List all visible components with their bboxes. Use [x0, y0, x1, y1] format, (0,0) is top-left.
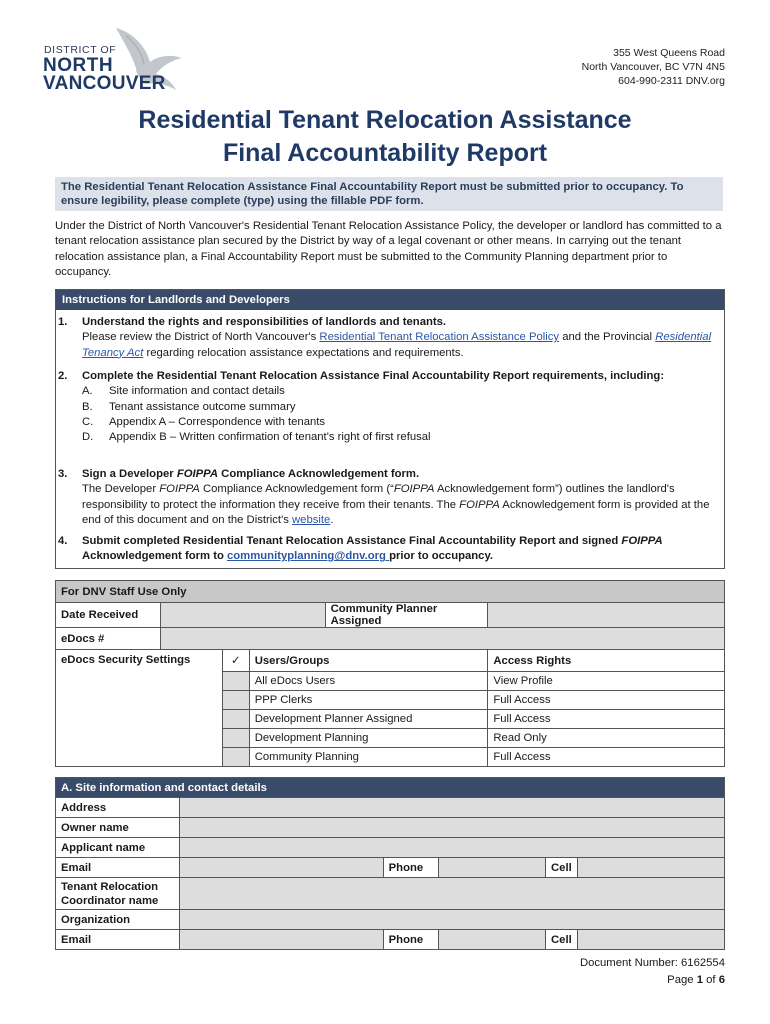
user-group-cell: Development Planner Assigned [249, 710, 488, 729]
cell-field[interactable] [577, 930, 724, 950]
step-number: 1. [58, 316, 68, 328]
step-text: FOIPPA [393, 483, 435, 496]
dnv-logo [40, 22, 210, 100]
access-right-cell: Read Only [488, 729, 725, 748]
submission-notice: The Residential Tenant Relocation Assistance Final Accountability Report must be submitted prior to occupancy. To ensure legibility, please complete (type) using the fillable PDF form. [55, 177, 723, 211]
address-field[interactable] [179, 798, 724, 818]
email-label: Email [56, 858, 180, 878]
document-number: Document Number: 6162554 [579, 957, 725, 969]
step-text: Acknowledgement form”) outlines the landlord's responsibility to protect the information they receive from their tenants. The [82, 483, 675, 511]
access-right-cell: Full Access [488, 748, 725, 767]
step-title: Submit completed Residential Tenant Relocation Assistance Final Accountability Report and signed FOIPPA Acknowledgement form to communityplanning@dnv.org prior to occupancy. [82, 535, 663, 563]
owner-name-field[interactable] [179, 818, 724, 838]
instruction-step-4 [58, 534, 718, 565]
list-item [82, 415, 718, 430]
email-field[interactable] [179, 858, 383, 878]
policy-link[interactable]: Residential Tenant Relocation Assistance Policy [319, 331, 560, 344]
step-title: Understand the rights and responsibilities of landlords and tenants. [82, 316, 447, 328]
phone-field[interactable] [438, 858, 545, 878]
date-received-label: Date Received [56, 603, 161, 628]
email-field[interactable] [179, 930, 383, 950]
planner-assigned-label: Community Planner Assigned [325, 603, 488, 628]
step-text: FOIPPA [159, 483, 200, 496]
access-right-cell: View Profile [488, 672, 725, 691]
step-text: and the Provincial [559, 331, 656, 344]
cell-label: Cell [546, 930, 578, 950]
email-label: Email [56, 930, 180, 950]
access-right-cell: Full Access [488, 691, 725, 710]
district-address [582, 46, 725, 88]
list-text: Appendix A – Correspondence with tenants [109, 415, 326, 428]
access-checkbox[interactable] [222, 710, 249, 729]
user-group-cell: PPP Clerks [249, 691, 488, 710]
edocs-number-label: eDocs # [56, 628, 161, 650]
user-group-cell: Community Planning [249, 748, 488, 767]
step-title: Sign a Developer FOIPPA Compliance Acknowledgement form. [82, 468, 420, 480]
step-text: FOIPPA [459, 498, 500, 511]
list-text: Tenant assistance outcome summary [109, 400, 296, 413]
logo-line-2: NORTH [43, 55, 114, 76]
edocs-number-field[interactable] [160, 628, 724, 650]
user-group-cell: All eDocs Users [249, 672, 488, 691]
staff-use-header: For DNV Staff Use Only [56, 581, 725, 603]
list-letter: C. [82, 415, 94, 428]
step-text: Please review the District of North Vancouver's [82, 331, 320, 344]
access-checkbox[interactable] [222, 672, 249, 691]
step-text: Compliance Acknowledgement form (“ [199, 483, 394, 496]
access-checkbox[interactable] [222, 748, 249, 767]
website-link[interactable]: website [292, 513, 331, 526]
list-text: Appendix B – Written confirmation of tenant's right of first refusal [109, 431, 431, 444]
step-text: The Developer [82, 483, 160, 496]
access-right-cell: Full Access [488, 710, 725, 729]
list-item [82, 384, 718, 399]
intro-paragraph: Under the District of North Vancouver's Residential Tenant Relocation Assistance Policy, the developer or landlord has committed to a tenant relocation assistance plan secured by the District by way of a legal covenant or other means. In carrying out the tenant relocation assistance plan, a Final Accountability Report must be submitted to the Community Planning department prior to occupancy. [55, 220, 722, 278]
access-checkbox[interactable] [222, 729, 249, 748]
coordinator-name-label: Tenant Relocation Coordinator name [56, 878, 180, 910]
email-link[interactable]: communityplanning@dnv.org [227, 550, 390, 563]
step-text: regarding relocation assistance expectations and requirements. [143, 346, 464, 359]
coordinator-name-field[interactable] [179, 878, 724, 910]
address-line-2: North Vancouver, BC V7N 4N5 [581, 61, 725, 73]
logo-line-1: DISTRICT OF [44, 44, 117, 56]
page-indicator: Page 1 of 6 [667, 974, 725, 986]
phone-label: Phone [383, 930, 438, 950]
access-rights-header: Access Rights [488, 650, 725, 672]
document-title-line-1: Residential Tenant Relocation Assistance [138, 106, 632, 134]
phone-field[interactable] [438, 930, 545, 950]
owner-name-label: Owner name [56, 818, 180, 838]
instructions-section [55, 289, 725, 569]
site-info-table [55, 777, 725, 950]
list-letter: A. [82, 385, 93, 398]
checkmark-icon: ✓ [222, 650, 249, 672]
step-number: 2. [58, 370, 68, 382]
staff-use-table [55, 580, 725, 767]
tenancy-act-link[interactable]: Residential Tenancy Act [82, 331, 712, 359]
user-group-cell: Development Planning [249, 729, 488, 748]
list-letter: D. [82, 431, 94, 444]
access-checkbox[interactable] [222, 691, 249, 710]
organization-field[interactable] [179, 910, 724, 930]
applicant-name-label: Applicant name [56, 838, 180, 858]
address-line-3: 604-990-2311 DNV.org [618, 75, 725, 87]
address-line-1: 355 West Queens Road [613, 47, 725, 59]
instruction-step-2 [58, 369, 718, 445]
planner-assigned-field[interactable] [488, 603, 725, 628]
cell-field[interactable] [577, 858, 724, 878]
list-item [82, 430, 718, 445]
site-info-header: A. Site information and contact details [56, 778, 725, 798]
instruction-step-3 [58, 467, 718, 528]
step-title: Complete the Residential Tenant Relocation Assistance Final Accountability Report requirements, including: [82, 370, 665, 382]
step-number: 4. [58, 535, 68, 547]
phone-label: Phone [383, 858, 438, 878]
list-text: Site information and contact details [109, 385, 285, 398]
cell-label: Cell [546, 858, 578, 878]
date-received-field[interactable] [160, 603, 325, 628]
instructions-header: Instructions for Landlords and Developers [56, 290, 724, 310]
step-text: . [330, 513, 334, 526]
applicant-name-field[interactable] [179, 838, 724, 858]
logo-line-3: VANCOUVER [43, 73, 166, 94]
page-footer [580, 955, 725, 989]
list-item [82, 400, 718, 415]
users-groups-header: Users/Groups [249, 650, 488, 672]
instruction-step-1 [58, 315, 718, 361]
organization-label: Organization [56, 910, 180, 930]
list-letter: B. [82, 400, 93, 413]
security-settings-label: eDocs Security Settings [56, 650, 223, 767]
step-text: Acknowledgement form is provided at the end of this document and on the District's [82, 498, 710, 526]
document-title-line-2: Final Accountability Report [222, 139, 548, 167]
address-label: Address [56, 798, 180, 818]
step-number: 3. [58, 468, 68, 480]
